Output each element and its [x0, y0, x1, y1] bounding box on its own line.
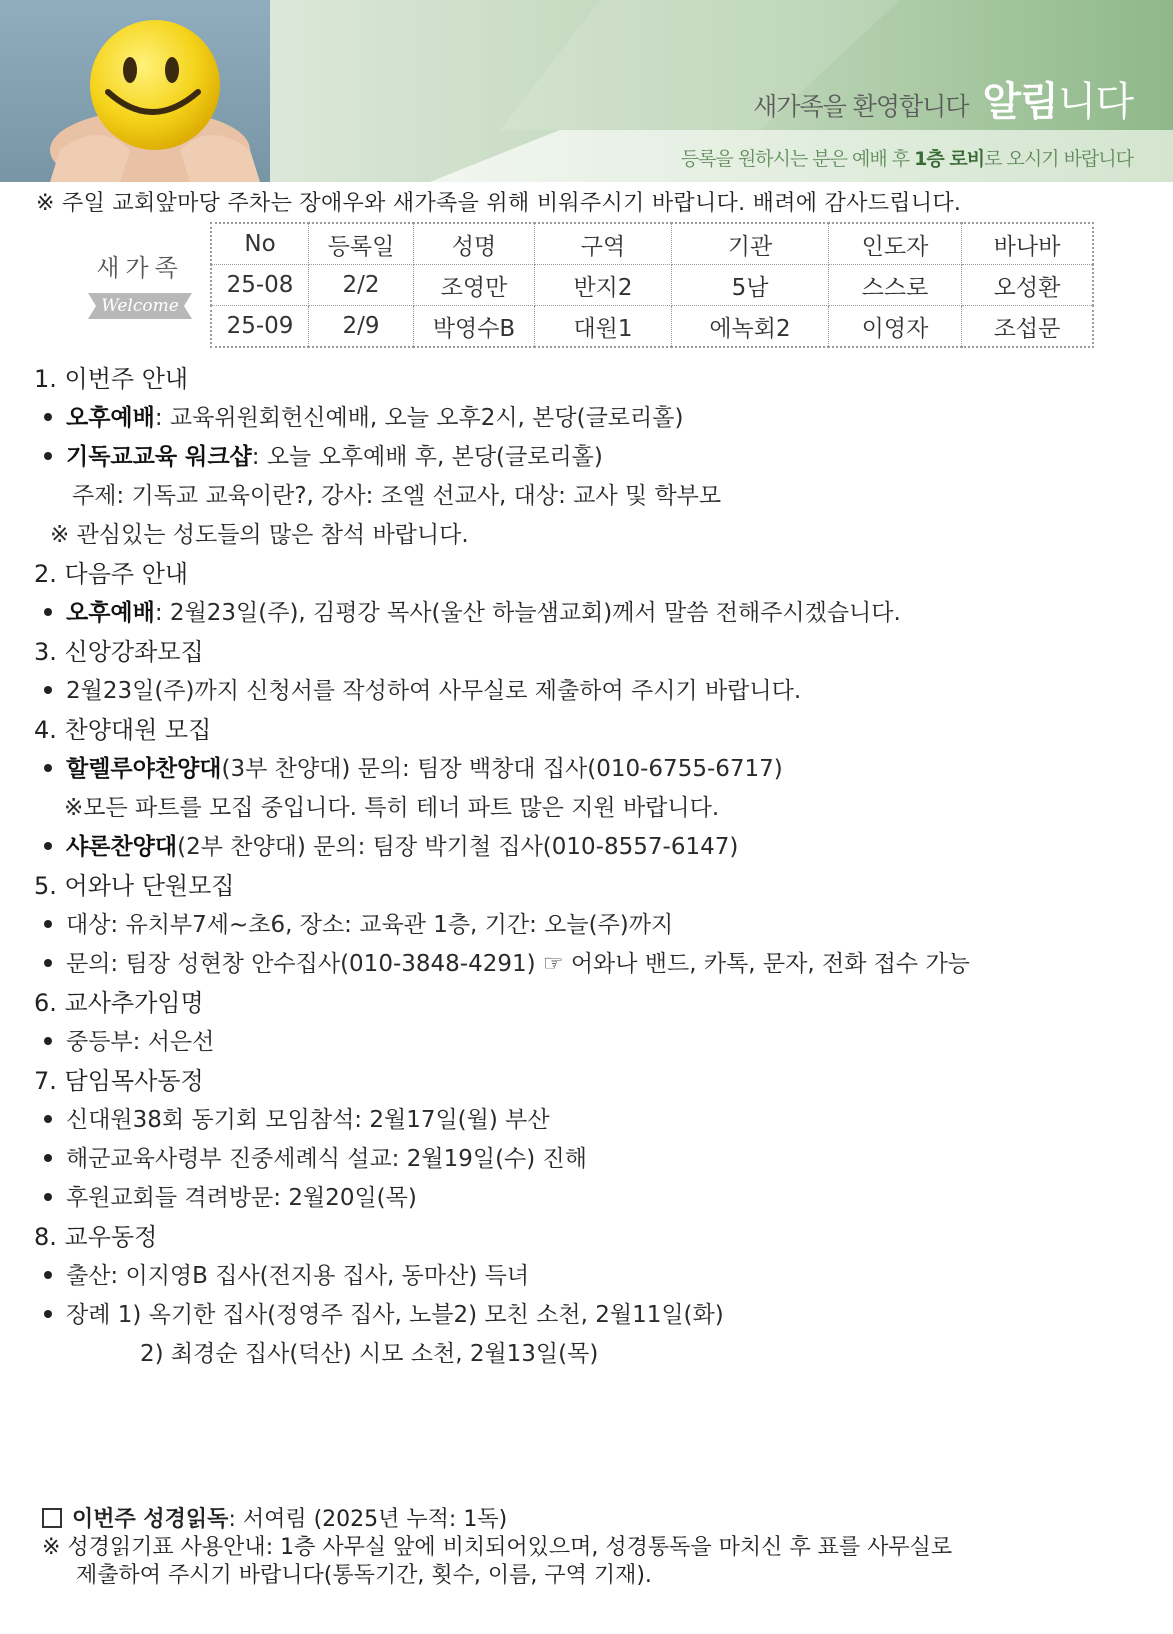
list-item [34, 1140, 1144, 1179]
section-title: 2. 다음주 안내 [34, 560, 189, 588]
item-bold: 오후예배 [66, 600, 155, 626]
table-cell: 조섭문 [962, 306, 1094, 348]
item-text: : 오늘 오후예배 후, 본당(글로리홀) [251, 444, 603, 470]
bullet-icon [44, 1115, 52, 1123]
section-title: 6. 교사추가임명 [34, 989, 204, 1017]
col-name: 성명 [414, 223, 535, 265]
ribbon-text: Welcome [101, 296, 179, 316]
new-family-label [80, 248, 200, 321]
bullet-icon [44, 608, 52, 616]
bullet-icon [44, 686, 52, 694]
list-item [34, 1179, 1144, 1218]
bullet-icon [44, 959, 52, 967]
table-cell: 25-09 [211, 306, 309, 348]
item-text: 2월23일(주)까지 신청서를 작성하여 사무실로 제출하여 주시기 바랍니다. [66, 678, 802, 704]
welcome-ribbon-icon [88, 291, 192, 321]
list-item [34, 1101, 1144, 1140]
table-cell: 반지2 [535, 265, 672, 306]
table-cell: 오성환 [962, 265, 1094, 306]
table-row [211, 265, 1093, 306]
table-cell: 대원1 [535, 306, 672, 348]
list-item [34, 945, 1144, 984]
col-guide: 인도자 [829, 223, 962, 265]
bible-note-line-2: 제출하여 주시기 바랍니다(통독기간, 횟수, 이름, 구역 기재). [76, 1563, 652, 1588]
col-district: 구역 [535, 223, 672, 265]
bullet-icon [44, 452, 52, 460]
section-title: 7. 담임목사동정 [34, 1067, 204, 1095]
section-title: 1. 이번주 안내 [34, 365, 189, 393]
bullet-icon [44, 1193, 52, 1201]
bible-reading-footer [42, 1506, 1142, 1590]
bullet-icon [44, 1271, 52, 1279]
list-item [34, 438, 1144, 477]
bible-note-line-1: ※ 성경읽기표 사용안내: 1층 사무실 앞에 비치되어있으며, 성경통독을 마치신 후 표를 사무실로 [42, 1535, 953, 1560]
new-family-title: 새가족 [96, 254, 184, 282]
item-bold: 기독교교육 워크샵 [66, 444, 252, 470]
item-bold: 할렐루야찬양대 [66, 756, 222, 782]
list-item [34, 594, 1144, 633]
list-item [34, 828, 1144, 867]
list-item [34, 750, 1144, 789]
welcome-text: 새가족을 환영합니다 [753, 92, 969, 121]
item-text: : 2월23일(주), 김평강 목사(울산 하늘샘교회)께서 말씀 전해주시겠습니다. [154, 600, 901, 626]
bible-reading-label: 이번주 성경읽독 [72, 1507, 229, 1532]
item-bold: 샤론찬양대 [66, 834, 178, 860]
bible-reading-text: : 서여림 (2025년 누적: 1독) [228, 1507, 508, 1532]
list-item [34, 1296, 1144, 1335]
item-text: (3부 찬양대) 문의: 팀장 백창대 집사(010-6755-6717) [221, 756, 783, 782]
section-title: 5. 어와나 단원모집 [34, 872, 235, 900]
item-note: ※ 관심있는 성도들의 많은 참석 바랍니다. [50, 522, 469, 548]
bullet-icon [44, 764, 52, 772]
checkbox-icon [42, 1508, 62, 1528]
col-organization: 기관 [672, 223, 829, 265]
smiley-ball-icon [0, 0, 270, 182]
item-text: 출산: 이지영B 집사(전지용 집사, 동마산) 득녀 [66, 1263, 530, 1289]
table-cell: 스스로 [829, 265, 962, 306]
announcements [34, 360, 1144, 1374]
note-suffix: 로 오시기 바랍니다 [984, 148, 1133, 170]
item-text: 문의: 팀장 성현창 안수집사(010-3848-4291) ☞ 어와나 밴드, 카톡, 문자, 전화 접수 가능 [66, 951, 970, 977]
list-item [34, 1257, 1144, 1296]
note-bold: 1층 로비 [914, 148, 985, 170]
new-family-table [210, 222, 1094, 348]
col-no: No [211, 223, 309, 265]
table-cell: 25-08 [211, 265, 309, 306]
item-detail: 2) 최경순 집사(덕산) 시모 소천, 2월13일(목) [140, 1341, 599, 1367]
item-detail: 주제: 기독교 교육이란?, 강사: 조엘 선교사, 대상: 교사 및 학부모 [72, 483, 722, 509]
list-item [34, 399, 1144, 438]
parking-notice: ※ 주일 교회앞마당 주차는 장애우와 새가족을 위해 비워주시기 바랍니다. 배려에 감사드립니다. [36, 191, 962, 216]
bullet-icon [44, 413, 52, 421]
table-cell: 이영자 [829, 306, 962, 348]
bible-reading-line [42, 1506, 1142, 1534]
bullet-icon [44, 920, 52, 928]
page-title [982, 70, 1133, 127]
list-item [34, 672, 1144, 711]
item-text: 장례 1) 옥기한 집사(정영주 집사, 노블2) 모친 소천, 2월11일(화) [66, 1302, 724, 1328]
item-note: ※모든 파트를 모집 중입니다. 특히 테너 파트 많은 지원 바랍니다. [64, 795, 720, 821]
col-date: 등록일 [309, 223, 414, 265]
item-text: 후원교회들 격려방문: 2월20일(목) [66, 1185, 417, 1211]
section-title: 3. 신앙강좌모집 [34, 638, 204, 666]
table-cell: 에녹회2 [672, 306, 829, 348]
header-banner [0, 0, 1173, 182]
item-text: 해군교육사령부 진중세례식 설교: 2월19일(수) 진해 [66, 1146, 587, 1172]
col-barnabas: 바나바 [962, 223, 1094, 265]
item-text: 대상: 유치부7세~초6, 장소: 교육관 1층, 기간: 오늘(주)까지 [66, 912, 674, 938]
note-prefix: 등록을 원하시는 분은 예배 후 [680, 148, 915, 170]
bullet-icon [44, 1037, 52, 1045]
table-cell: 2/2 [309, 265, 414, 306]
item-text: (2부 찬양대) 문의: 팀장 박기철 집사(010-8557-6147) [177, 834, 739, 860]
item-text: : 교육위원회헌신예배, 오늘 오후2시, 본당(글로리홀) [154, 405, 684, 431]
table-row [211, 306, 1093, 348]
header-title [753, 70, 1133, 127]
bullet-icon [44, 1310, 52, 1318]
table-cell: 2/9 [309, 306, 414, 348]
table-header-row [211, 223, 1093, 265]
item-text: 중등부: 서은선 [66, 1029, 215, 1055]
list-item [34, 906, 1144, 945]
item-text: 신대원38회 동기회 모임참석: 2월17일(월) 부산 [66, 1107, 550, 1133]
title-light: 니다 [1057, 79, 1133, 125]
title-bold: 알림 [982, 79, 1058, 125]
bullet-icon [44, 1154, 52, 1162]
item-bold: 오후예배 [66, 405, 155, 431]
bullet-icon [44, 842, 52, 850]
header-note [681, 144, 1133, 171]
table-cell: 5남 [672, 265, 829, 306]
section-title: 4. 찬양대원 모집 [34, 716, 212, 744]
table-cell: 조영만 [414, 265, 535, 306]
list-item [34, 1023, 1144, 1062]
section-title: 8. 교우동정 [34, 1223, 158, 1251]
table-cell: 박영수B [414, 306, 535, 348]
